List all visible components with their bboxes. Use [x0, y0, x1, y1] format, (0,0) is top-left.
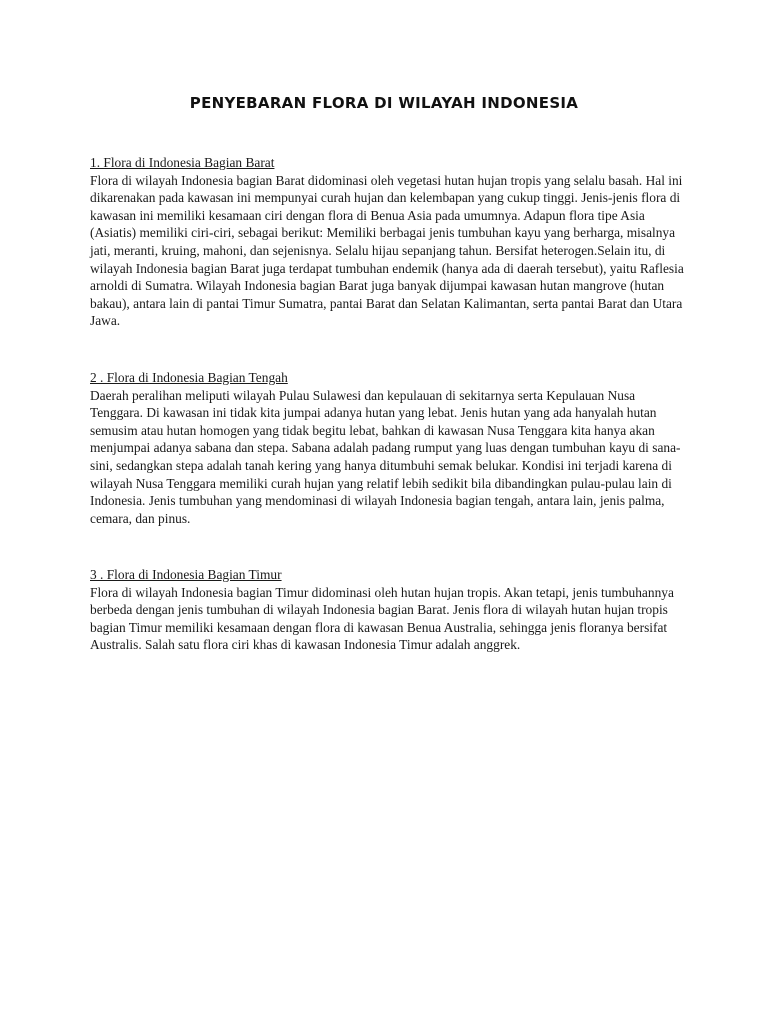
section-heading: 3 . Flora di Indonesia Bagian Timur — [90, 567, 282, 582]
section-flora-tengah — [90, 369, 690, 527]
section-body: Flora di wilayah Indonesia bagian Barat didominasi oleh vegetasi hutan hujan tropis yang selalu basah. Hal ini dikarenakan pada kawasan ini mempunyai curah hujan dan kelembapan yang cukup tinggi. Jenis-jenis flora di kawasan ini memiliki kesamaan ciri dengan flora di Benua Asia pada umumnya. Adapun flora tipe Asia (Asiatis) memiliki ciri-ciri, sebagai berikut: Memiliki berbagai jenis tumbuhan kayu yang berharga, misalnya jati, meranti, kruing, mahoni, dan sejenisnya. Selalu hijau sepanjang tahun. Bersifat heterogen.Selain itu, di wilayah Indonesia bagian Barat juga terdapat tumbuhan endemik (hanya ada di daerah tersebut), yaitu Raflesia arnoldi di Sumatra. Wilayah Indonesia bagian Barat juga banyak dijumpai kawasan hutan mangrove (hutan bakau), antara lain di pantai Timur Sumatra, pantai Barat dan Selatan Kalimantan, serta pantai Barat dan Utara Jawa. — [90, 172, 684, 329]
document-title: PENYEBARAN FLORA DI WILAYAH INDONESIA — [189, 94, 579, 112]
section-heading: 1. Flora di Indonesia Bagian Barat — [90, 155, 275, 170]
section-body: Flora di wilayah Indonesia bagian Timur didominasi oleh hutan hujan tropis. Akan tetapi, jenis tumbuhannya berbeda dengan jenis tumbuhan di wilayah Indonesia bagian Barat. Jenis flora di wilayah hutan hujan tropis bagian Timur memiliki kesamaan dengan flora di kawasan Benua Australia, sehingga jenis floranya bersifat Australis. Salah satu flora ciri khas di kawasan Indonesia Timur adalah anggrek. — [90, 584, 674, 653]
section-body: Daerah peralihan meliputi wilayah Pulau Sulawesi dan kepulauan di sekitarnya serta Kepulauan Nusa Tenggara. Di kawasan ini tidak kita jumpai adanya hutan yang lebat. Jenis hutan yang ada hanyalah hutan semusim atau hutan homogen yang tidak begitu lebat, bahkan di kawasan Nusa Tenggara kita hanya akan menjumpai adanya sabana dan stepa. Sabana adalah padang rumput yang luas dengan tumbuhan kayu di sana-sini, sedangkan stepa adalah tanah kering yang hanya ditumbuhi semak belukar. Kondisi ini terjadi karena di wilayah Nusa Tenggara memiliki curah hujan yang relatif lebih sedikit bila dibandingkan pulau-pulau lain di Indonesia. Jenis tumbuhan yang mendominasi di wilayah Indonesia bagian tengah, antara lain, jenis palma, cemara, dan pinus. — [90, 387, 681, 526]
section-heading: 2 . Flora di Indonesia Bagian Tengah — [90, 370, 288, 385]
section-flora-timur — [90, 566, 690, 654]
section-flora-barat — [90, 154, 690, 330]
